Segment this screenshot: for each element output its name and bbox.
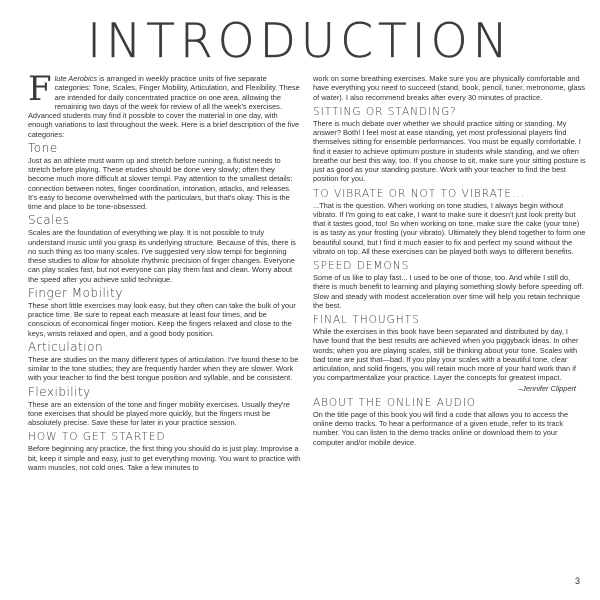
heading-speed-demons: SPEED DEMONS [313, 260, 410, 272]
heading-online-audio: ABOUT THE ONLINE AUDIO [313, 396, 477, 409]
intro-paragraph [28, 69, 301, 139]
text-tone: Just as an athlete must warm up and stretch before running, a flutist needs to stretch before playing. These etudes should be done very slowly; often they become much more difficult at slower tempi. Pay attention to the smallest details: connection between notes, finger coordination, intonation, attacks, and releases. It's easy to become overwhelmed with the particulars, but that's okay. This is the time and place to be tone-obsessed. [28, 155, 293, 211]
text-articulation: These are studies on the many different types of articulation. I've found these to be similar to the tone studies; they are frequently harder when they are slower. Work with your teacher to find the best tongue position and syllable, and be consistent. [28, 354, 299, 383]
text-scales: Scales are the foundation of everything we play. It is not possible to truly understand music until you grasp its underlying structure. Because of this, there is no such thing as too many scales. I've suggested very slow tempi for beginning these studies to allow for absolute rhythmic precision of finger changes. Everyone can play scales fast, but not everyone can play them fast and clean. Worry about the speed after you achieve solid technique. [28, 228, 296, 284]
text-final-thoughts: While the exercises in this book have been separated and distributed by day, I have found that the best results are achieved when you piggyback ideas. In other words; when you are playing scales, still be thinking about your tone. Scales with bad tone are just that—bad. If you play your scales with a beautiful tone, clear articulation, and solid fingers, you will retain much more of your hard work than if you compartmentalize your practice. Layer the concepts for greatest impact. [313, 327, 579, 383]
heading-how-to-get-started: HOW TO GET STARTED [28, 431, 166, 444]
right-column [313, 74, 586, 447]
text-speed-demons: Some of us like to play fast... I used to be one of those, too. And while I still do, there is much benefit to learning and playing something slowly before speeding off. Slow and steady with modest acceleration over time will help you retain technique the best. [313, 273, 584, 310]
heading-sitting-or-standing: SITTING OR STANDING? [313, 105, 457, 118]
page-number: 3 [574, 576, 580, 586]
text-sitting-or-standing: There is much debate over whether we should practice sitting or standing. My answer? Both! I feel most at ease standing, yet most professional players find themselves sitting for ensemble performances. You must be equally comfortable. I find it easier to achieve optimum posture in students while standing, and we often breathe our best this way, too. If you choose to sit, make sure your sitting posture is just as good as your standing posture. Work with your teacher to find the best position for you. [313, 118, 586, 184]
page-title: INTRODUCTION [87, 14, 513, 69]
left-column [28, 69, 301, 472]
author-signature: –Jennifer Clippert [518, 383, 576, 393]
text-continued: work on some breathing exercises. Make sure you are physically comfortable and have everything you need to succeed (stand, book, pencil, tuner, metronome, glass of water). I also recommend breaks after every 30 minutes of practice. [313, 74, 585, 102]
heading-finger-mobility: Finger Mobility [28, 285, 123, 300]
heading-flexibility: Flexibility [28, 384, 91, 399]
drop-cap: F [28, 69, 52, 109]
heading-final-thoughts: FINAL THOUGHTS [313, 314, 420, 326]
heading-tone: Tone [28, 140, 58, 155]
intro-text: is arranged in weekly practice units of five separate categories: Tone, Scales, Finger Mobility, Articulation, and Flexibility. These are intended for daily concentrated practice on one area, allowing the remaining two days of the week for review of all the week's exercises. Advanced students may find it possible to cover the material in one day, with enough variations to last throughout the week. Here is a brief description of the five categories: [28, 74, 300, 139]
text-to-vibrate: ...That is the question. When working on tone studies, I always begin without vibrato. If I'm going to eat cake, I want to make sure it doesn't just look pretty but that it tastes good, too! So when working on tone, make sure the cake (your tone) is as tasty as your frosting (your vibrato). Ultimately they blend together to form one beautiful sound, but I find it much easier to fix and perfect my sound without the vibrato on top. All these exercises can be played both ways to different benefits. [313, 200, 586, 256]
text-finger-mobility: These short little exercises may look easy, but they often can take the bulk of your practice time. Be sure to repeat each measure at least four times, and be conscious of economical finger motion. Keep the fingers relaxed and close to the keys, wrists relaxed and open, and a good body position. [28, 300, 296, 338]
heading-scales: Scales [28, 213, 70, 228]
text-how-to-get-started: Before beginning any practice, the first thing you should do is just play. Improvise a bit, keep it simple and easy, just to get everything moving. You want to practice with warm muscles, not cold ones. Take a few minutes to [28, 444, 301, 472]
text-online-audio: On the title page of this book you will find a code that allows you to access the online demo tracks. To hear a performance of a given etude, refer to its track number. You can listen to the demo tracks online or download them to your computer and/or mobile device. [313, 409, 569, 447]
text-flexibility: These are an extension of the tone and finger mobility exercises. Usually they're tone exercises that should be played more quickly, but the fingers must be absolutely precise. Save these for later in your practice session. [28, 399, 290, 427]
heading-articulation: Articulation [28, 339, 104, 354]
heading-to-vibrate: TO VIBRATE OR NOT TO VIBRATE... [313, 187, 526, 200]
book-name: lute Aerobics [54, 74, 98, 83]
